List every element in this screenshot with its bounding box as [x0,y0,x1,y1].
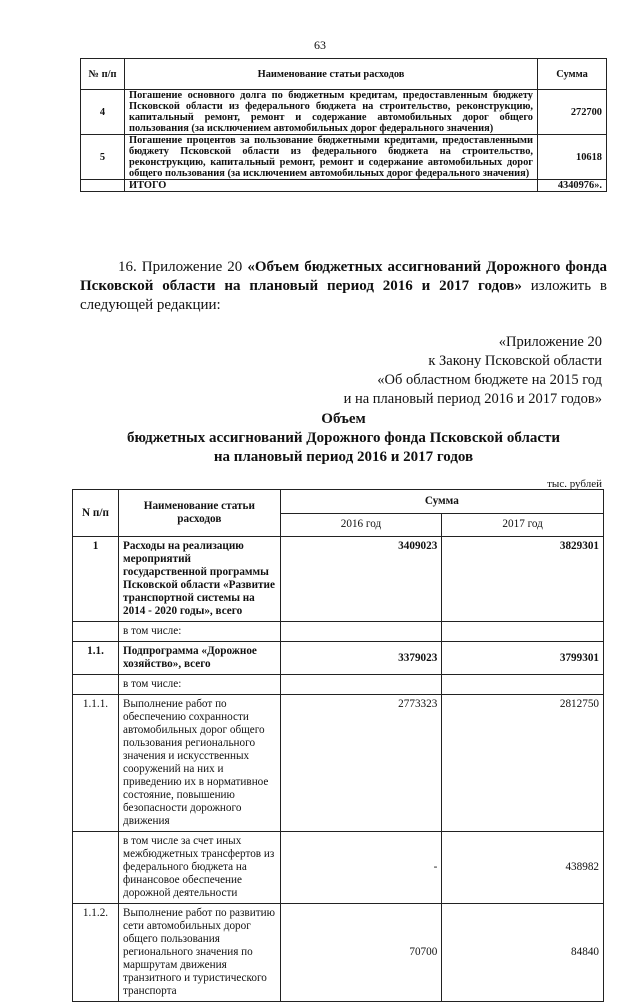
row-2017: 2812750 [442,695,604,832]
row-2017: 3799301 [442,642,604,675]
row-2016: 3409023 [280,537,442,622]
title-line: бюджетных ассигнований Дорожного фонда Псковской области [126,430,561,446]
appendix-line: «Приложение 20 [498,334,602,350]
row-name: Подпрограмма «Дорожное хозяйство», всего [119,642,281,675]
row-num: 1.1.1. [73,695,119,832]
row-name: Расходы на реализацию мероприятий государственной программы Псковской области «Развитие транспортной системы на 2014 - 2020 годы», всего [119,537,281,622]
row-2016: - [280,832,442,904]
row-2017 [442,622,604,642]
expenses-table-continued [80,58,607,192]
row-name: Выполнение работ по обеспечению сохранности автомобильных дорог общего пользования регионального значения и искусственных сооружений на них и приведению их в нормативное состояние, повышению безопасности дорожного движения [119,695,281,832]
title-line: Объем [321,411,366,427]
row-name: в том числе: [119,622,281,642]
paragraph-lead: 16. Приложение 20 [118,259,248,275]
header-2016: 2016 год [280,513,442,537]
header-name: Наименование статьи расходов [125,59,538,90]
table-row [73,537,604,622]
appendix-reference [344,333,602,409]
row-2016: 3379023 [280,642,442,675]
row-2017: 3829301 [442,537,604,622]
document-title [80,410,607,467]
row-name: Погашение основного долга по бюджетным кредитам, предоставленным бюджету Псковской области из федерального бюджета на строительство, реконструкцию, капитальный ремонт, ремонт и содержание автомобильных дорог общего пользования (за исключением автомобильных дорог федерального значения) [125,90,538,135]
table-header-row [73,490,604,514]
appendix-line: «Об областном бюджете на 2015 год [377,372,602,388]
total-num-cell [81,180,125,192]
row-2017 [442,675,604,695]
total-sum: 4340976». [538,180,607,192]
row-2016: 2773323 [280,695,442,832]
units-label: тыс. рублей [547,478,602,490]
table-header-row [81,59,607,90]
row-2016: 70700 [280,904,442,1002]
header-2017: 2017 год [442,513,604,537]
header-num: № п/п [81,59,125,90]
appendix-line: и на плановый период 2016 и 2017 годов» [343,391,602,407]
row-name: в том числе: [119,675,281,695]
table-row [73,832,604,904]
table-row [73,904,604,1002]
header-num: N п/п [73,490,119,537]
road-fund-table [72,489,604,1002]
row-2017: 84840 [442,904,604,1002]
table-row [81,90,607,135]
row-sum: 272700 [538,90,607,135]
table-row [73,695,604,832]
appendix-line: к Закону Псковской области [428,353,602,369]
total-row [81,180,607,192]
table-row [81,135,607,180]
paragraph-tail: изложить в следующей редакции: [80,278,607,313]
paragraph-bold: «Объем бюджетных ассигнований Дорожного фонда Псковской области на плановый период 2016 и 2017 годов» [80,259,607,294]
title-line: на плановый период 2016 и 2017 годов [213,449,474,465]
row-2016 [280,622,442,642]
page-number: 63 [314,38,326,52]
row-2016 [280,675,442,695]
total-label: ИТОГО [125,180,538,192]
table-row [73,675,604,695]
row-num: 5 [81,135,125,180]
row-name: в том числе за счет иных межбюджетных трансфертов из федерального бюджета на финансовое обеспечение дорожной деятельности [119,832,281,904]
row-num: 1 [73,537,119,622]
row-sum: 10618 [538,135,607,180]
row-2017: 438982 [442,832,604,904]
row-num [73,622,119,642]
header-sum: Сумма [538,59,607,90]
row-name: Выполнение работ по развитию сети автомобильных дорог общего пользования регионального значения по маршрутам движения транзитного и туристического транспорта [119,904,281,1002]
row-num [73,832,119,904]
header-sum: Сумма [280,490,603,514]
amendment-paragraph [80,258,607,315]
table-row [73,642,604,675]
row-num: 1.1.2. [73,904,119,1002]
row-num: 4 [81,90,125,135]
table-row [73,622,604,642]
header-name: Наименование статьи расходов [119,490,281,537]
row-num [73,675,119,695]
row-name: Погашение процентов за пользование бюджетными кредитами, предоставленными бюджету Псковской области из федерального бюджета на строительство, реконструкцию, капитальный ремонт, ремонт и содержание автомобильных дорог общего пользования (за исключением автомобильных дорог федерального значения) [125,135,538,180]
row-num: 1.1. [73,642,119,675]
